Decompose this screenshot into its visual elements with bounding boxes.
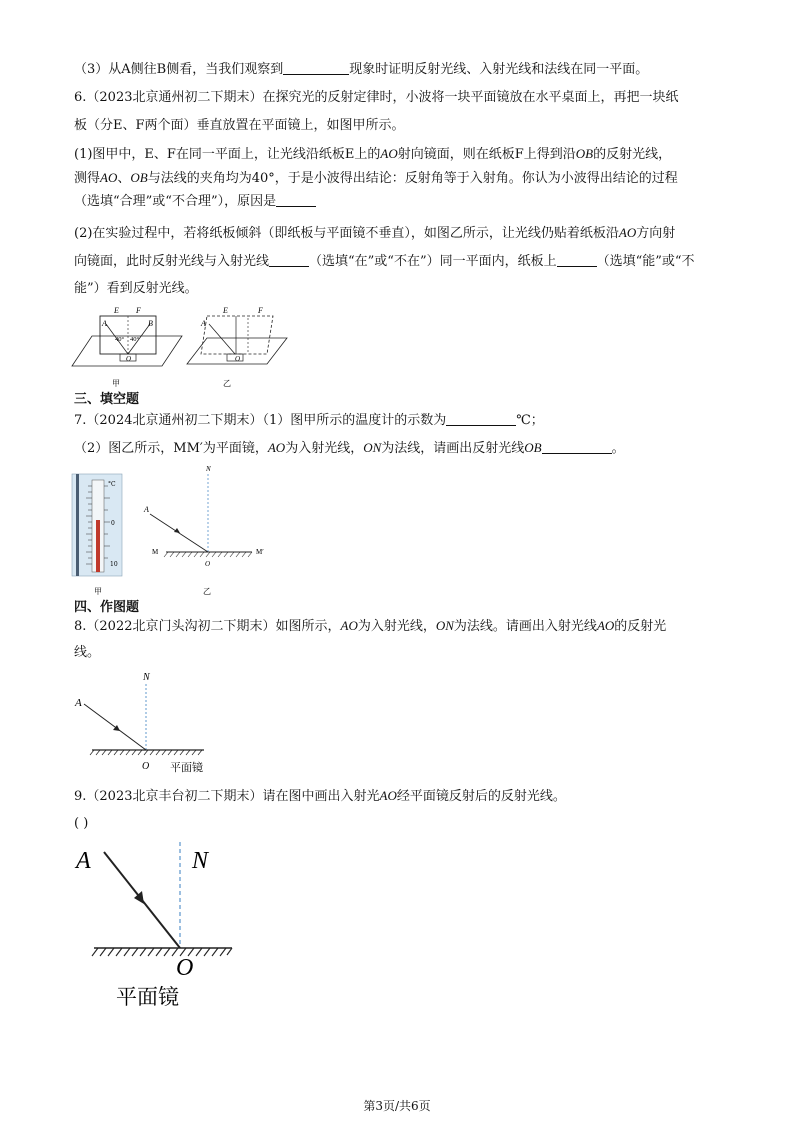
q6-part1-line3: （选填“合理”或“不合理”），原因是 bbox=[74, 194, 316, 210]
answer-blank[interactable] bbox=[283, 62, 349, 75]
tick-label-10: 10 bbox=[110, 561, 118, 568]
caption-yi: 乙 bbox=[223, 379, 231, 388]
q6-part2-line3: 能”）看到反射光线。 bbox=[74, 281, 198, 296]
label-f: F bbox=[258, 306, 263, 315]
incident-ray bbox=[150, 514, 208, 552]
label-a: A bbox=[144, 505, 149, 514]
q8-figure bbox=[70, 668, 220, 778]
q6-part2-line1: (2)在实验过程中，若将纸板倾斜（即纸板与平面镜不垂直），如图乙所示，让光线仍贴着纸板沿AO方向射 bbox=[74, 225, 676, 241]
label-n: N bbox=[192, 848, 209, 874]
q7-figure-yi bbox=[140, 462, 280, 598]
q7-thermometer bbox=[72, 472, 130, 600]
q6-figure-yi bbox=[185, 302, 295, 392]
mirror-label: 平面镜 bbox=[170, 761, 203, 774]
q9-answer-parens: ( ) bbox=[74, 816, 89, 831]
angle-label-1: 40° bbox=[115, 336, 125, 343]
q6-stem-line2: 板（分E、F两个面）垂直放置在平面镜上，如图甲所示。 bbox=[74, 118, 405, 133]
q5-part3-line: （3）从A侧往B侧看，当我们观察到 现象时证明反射光线、入射光线和法线在同一平面。 bbox=[74, 62, 649, 77]
section-4-heading: 四、作图题 bbox=[74, 600, 140, 615]
q9-figure bbox=[72, 838, 252, 1018]
thermometer-liquid bbox=[96, 520, 100, 572]
answer-blank[interactable] bbox=[557, 254, 597, 267]
q6-part1-line2: 测得AO、OB与法线的夹角均为40°，于是小波得出结论：反射角等于入射角。你认为小波得出结论的过程 bbox=[74, 170, 678, 186]
label-a: A bbox=[102, 319, 107, 328]
q8-line2: 线。 bbox=[74, 645, 101, 660]
label-n: N bbox=[206, 465, 211, 473]
label-a: A bbox=[75, 697, 82, 709]
q6-stem-line1: 6.（2023北京通州初二下期末）在探究光的反射定律时，小波将一块平面镜放在水平桌面上，再把一块纸 bbox=[74, 90, 679, 105]
label-m: M bbox=[152, 548, 159, 556]
q6-part1-line1: (1)图甲中，E、F在同一平面上，让光线沿纸板E上的AO射向镜面，则在纸板F上得到沿OB的反射光线， bbox=[74, 146, 672, 162]
label-n: N bbox=[143, 672, 150, 683]
caption-jia: 甲 bbox=[112, 379, 120, 388]
page-footer: 第3页/共6页 bbox=[363, 1099, 431, 1113]
mirror-hatching bbox=[92, 948, 232, 956]
label-a: A bbox=[76, 848, 91, 874]
caption-yi: 乙 bbox=[203, 587, 211, 596]
q7-line2: （2）图乙所示，MM′为平面镜，AO为入射光线，ON为法线，请画出反射光线OB 。 bbox=[74, 440, 625, 456]
label-f: F bbox=[136, 306, 141, 315]
angle-label-2: 40° bbox=[130, 336, 140, 343]
tick-label-0: 0 bbox=[111, 520, 115, 527]
mirror-hatching bbox=[90, 750, 202, 755]
q7-line1: 7.（2024北京通州初二下期末）（1）图甲所示的温度计的示数为 ℃； bbox=[74, 413, 544, 428]
label-e: E bbox=[223, 306, 228, 315]
incident-ray bbox=[209, 324, 235, 354]
section-3-heading: 三、填空题 bbox=[74, 392, 140, 407]
q9-line1: 9.（2023北京丰台初二下期末）请在图中画出入射光AO经平面镜反射后的反射光线。 bbox=[74, 788, 566, 804]
label-a: A bbox=[201, 319, 206, 328]
label-m-prime: M′ bbox=[256, 548, 264, 556]
answer-blank[interactable] bbox=[446, 413, 516, 426]
q8-line1: 8.（2022北京门头沟初二下期末）如图所示，AO为入射光线，ON为法线。请画出入射光线AO的反射光 bbox=[74, 618, 667, 634]
answer-blank[interactable] bbox=[276, 194, 316, 207]
incident-ray bbox=[84, 704, 146, 750]
q6-part2-line2: 向镜面，此时反射光线与入射光线 （选填“在”或“不在”）同一平面内，纸板上 （选填“能”或“不 bbox=[74, 254, 695, 269]
label-o: O bbox=[205, 560, 211, 568]
answer-blank[interactable] bbox=[269, 254, 309, 267]
q6-figure-jia bbox=[70, 302, 190, 392]
label-b: B bbox=[148, 319, 153, 328]
mirror-hatching bbox=[164, 552, 252, 557]
caption-jia: 甲 bbox=[94, 587, 102, 596]
label-o: O bbox=[142, 761, 150, 772]
label-o: O bbox=[176, 955, 194, 981]
tilted-paperboard bbox=[201, 316, 273, 354]
label-o: O bbox=[235, 355, 241, 363]
label-e: E bbox=[114, 306, 119, 315]
label-o: O bbox=[126, 355, 132, 363]
answer-blank[interactable] bbox=[542, 441, 612, 454]
thermometer-edge bbox=[76, 474, 79, 576]
thermometer-unit: °C bbox=[108, 481, 116, 488]
mirror-label: 平面镜 bbox=[116, 985, 179, 1009]
